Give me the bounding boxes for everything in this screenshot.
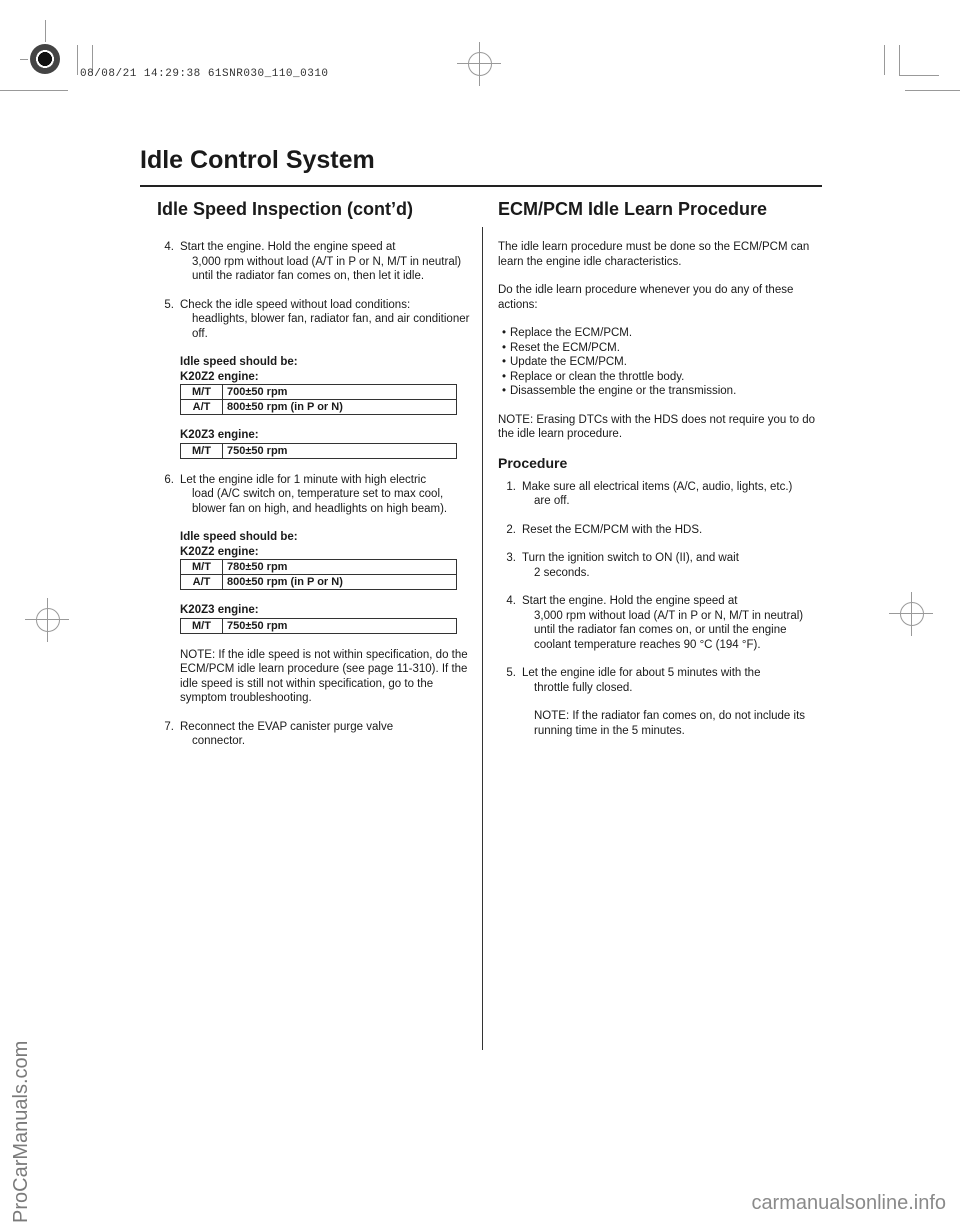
print-stamp: 08/08/21 14:29:38 61SNR030_110_0310	[80, 68, 329, 80]
crop-mark	[899, 45, 900, 75]
crop-mark	[20, 59, 28, 60]
spec-table-k20z2	[180, 559, 457, 590]
crop-mark	[905, 90, 960, 91]
spec-block-electric-load: Idle speed should be: K20Z2 engine: M/T 780±50 rpm A/T 800±50 rpm (in P or N) K20Z3 engine: M/T 750±50 rpm	[160, 530, 472, 634]
crop-mark	[0, 90, 68, 91]
crosshair-mark-right	[911, 592, 912, 636]
procedure-step-4: 4. Start the engine. Hold the engine speed at 3,000 rpm without load (A/T in P or N, M/T in neutral) until the radiator fan comes on, or until the engine coolant temperature reaches 90 °C (194 °F).	[506, 595, 804, 651]
step-7: 7. Reconnect the EVAP canister purge valve connector.	[164, 720, 394, 747]
column-divider	[482, 227, 483, 1050]
right-section-heading: ECM/PCM Idle Learn Procedure	[498, 199, 768, 219]
crosshair-mark-right	[889, 613, 933, 614]
table-row: M/T 700±50 rpm	[181, 385, 457, 400]
actions-list	[498, 326, 820, 399]
left-column	[160, 240, 472, 749]
procedure-step-3: 3. Turn the ignition switch to ON (II), and wait 2 seconds.	[506, 552, 739, 579]
spec-table-k20z3	[180, 443, 457, 459]
spec-table-k20z2	[180, 384, 457, 415]
list-item: • Update the ECM/PCM.	[498, 355, 820, 370]
list-item: • Reset the ECM/PCM.	[498, 341, 820, 356]
table-row: M/T 780±50 rpm	[181, 560, 457, 575]
side-watermark: ProCarManuals.com	[10, 1040, 32, 1223]
left-section-heading: Idle Speed Inspection (cont’d)	[157, 199, 414, 219]
crop-mark	[899, 75, 939, 76]
crop-mark	[45, 20, 46, 42]
step-5: 5. Check the idle speed without load conditions: headlights, blower fan, radiator fan, and air conditioner off.	[164, 298, 470, 340]
crosshair-mark-top	[479, 42, 480, 86]
procedure-heading: Procedure	[498, 454, 568, 471]
crosshair-mark-left	[36, 608, 60, 632]
step-4: 4. Start the engine. Hold the engine speed at 3,000 rpm without load (A/T in P or N, M/T in neutral) until the radiator fan comes on, then let it idle.	[164, 241, 462, 282]
title-rule	[140, 185, 822, 187]
note-hds: NOTE: Erasing DTCs with the HDS does not require you to do the idle learn procedure.	[498, 413, 816, 440]
list-item: • Disassemble the engine or the transmission.	[498, 384, 820, 399]
crosshair-mark-left	[47, 598, 48, 642]
crosshair-mark-top	[457, 63, 501, 64]
crosshair-mark-top	[468, 52, 492, 76]
table-row: M/T 750±50 rpm	[181, 618, 457, 633]
right-column	[498, 240, 820, 738]
footer-watermark: carmanualsonline.info	[751, 1192, 946, 1214]
table-row: M/T 750±50 rpm	[181, 443, 457, 458]
list-item: • Replace or clean the throttle body.	[498, 370, 820, 385]
table-row: A/T 800±50 rpm (in P or N)	[181, 400, 457, 415]
crosshair-mark-right	[900, 602, 924, 626]
crosshair-mark-left	[25, 619, 69, 620]
whenever-text: Do the idle learn procedure whenever you do any of these actions:	[498, 284, 794, 311]
procedure-step-5: 5. Let the engine idle for about 5 minutes with the throttle fully closed.	[506, 667, 761, 694]
step-6: 6. Let the engine idle for 1 minute with high electric load (A/C switch on, temperature set to max cool, blower fan on high, and headlights on high beam).	[164, 473, 448, 515]
intro-text: The idle learn procedure must be done so the ECM/PCM can learn the engine idle characteristics.	[498, 241, 810, 268]
note-radiator-fan: NOTE: If the radiator fan comes on, do not include its running time in the 5 minutes.	[534, 710, 806, 737]
list-item: • Replace the ECM/PCM.	[498, 326, 820, 341]
table-row: A/T 800±50 rpm (in P or N)	[181, 575, 457, 590]
spec-block-no-load: Idle speed should be: K20Z2 engine: M/T 700±50 rpm A/T 800±50 rpm (in P or N) K20Z3 engine: M/T 750±50 rpm	[160, 355, 472, 459]
spec-table-k20z3	[180, 618, 457, 634]
page-title: Idle Control System	[140, 146, 375, 174]
registration-mark-top-left	[30, 44, 60, 74]
procedure-step-2: 2. Reset the ECM/PCM with the HDS.	[506, 523, 703, 536]
crop-mark	[77, 45, 78, 75]
procedure-step-1: 1. Make sure all electrical items (A/C, audio, lights, etc.) are off.	[506, 480, 793, 507]
crop-mark	[884, 45, 885, 75]
note-spec: NOTE: If the idle speed is not within specification, do the ECM/PCM idle learn procedure (see page 11-310). If the idle speed is still not within specification, go to the symptom troubleshooting.	[180, 648, 468, 704]
